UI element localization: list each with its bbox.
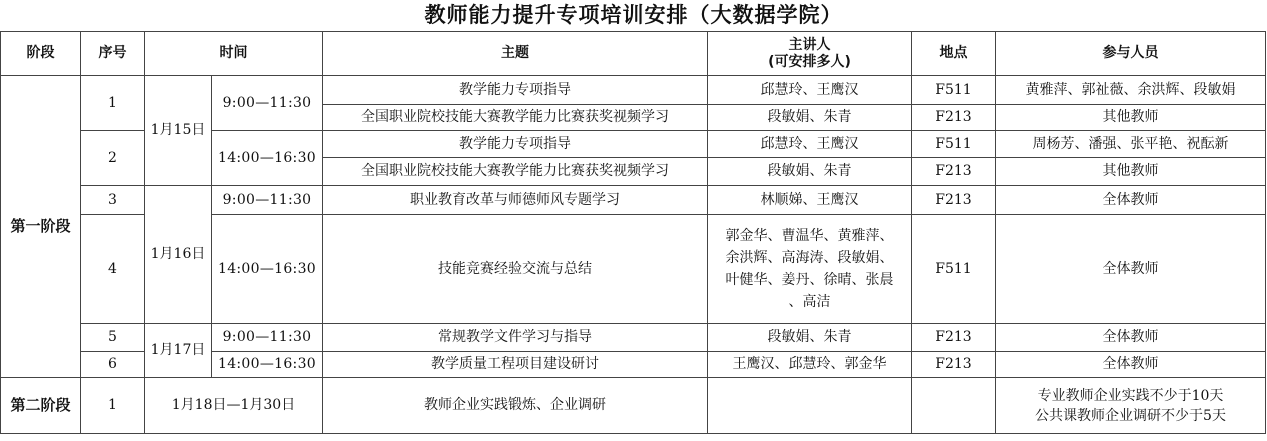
time-cell: 14:00—16:30 (212, 131, 323, 186)
header-place: 地点 (912, 32, 996, 76)
topic-cell: 技能竞赛经验交流与总结 (323, 215, 708, 324)
topic-cell: 教学能力专项指导 (323, 76, 708, 105)
place-cell: F511 (912, 76, 996, 105)
header-time: 时间 (145, 32, 323, 76)
seq-cell: 4 (81, 215, 145, 324)
time-cell: 14:00—16:30 (212, 215, 323, 324)
time-cell: 9:00—11:30 (212, 76, 323, 131)
speaker-cell (708, 378, 912, 434)
header-row (1, 32, 1266, 76)
topic-cell: 常规教学文件学习与指导 (323, 324, 708, 352)
speaker-cell: 郭金华、曹温华、黄雅萍、 余洪辉、高海涛、段敏娟、 叶健华、姜丹、徐晴、张晨 、高洁 (708, 215, 912, 324)
stage-cell: 第一阶段 (1, 76, 81, 378)
speaker-cell: 林顺娣、王鹰汉 (708, 186, 912, 215)
speaker-cell: 段敏娟、朱青 (708, 158, 912, 186)
stage-cell: 第二阶段 (1, 378, 81, 434)
topic-cell: 教学能力专项指导 (323, 131, 708, 158)
header-topic: 主题 (323, 32, 708, 76)
header-stage: 阶段 (1, 32, 81, 76)
schedule-table (0, 31, 1266, 434)
speaker-cell: 王鹰汉、邱慧玲、郭金华 (708, 352, 912, 378)
date-cell: 1月16日 (145, 186, 212, 324)
header-speaker: 主讲人 (可安排多人) (708, 32, 912, 76)
topic-cell: 教师企业实践锻炼、企业调研 (323, 378, 708, 434)
time-cell: 14:00—16:30 (212, 352, 323, 378)
participants-cell: 其他教师 (996, 105, 1266, 131)
header-participants: 参与人员 (996, 32, 1266, 76)
place-cell: F511 (912, 215, 996, 324)
place-cell: F213 (912, 105, 996, 131)
participants-cell: 周杨芳、潘强、张平艳、祝酝新 (996, 131, 1266, 158)
table-row (1, 378, 1266, 434)
topic-cell: 全国职业院校技能大赛教学能力比赛获奖视频学习 (323, 105, 708, 131)
table-row (1, 186, 1266, 215)
page-title: 教师能力提升专项培训安排（大数据学院） (424, 3, 843, 27)
topic-cell: 全国职业院校技能大赛教学能力比赛获奖视频学习 (323, 158, 708, 186)
place-cell: F213 (912, 186, 996, 215)
participants-cell: 专业教师企业实践不少于10天 公共课教师企业调研不少于5天 (996, 378, 1266, 434)
date-range-cell: 1月18日—1月30日 (145, 378, 323, 434)
participants-cell: 其他教师 (996, 158, 1266, 186)
participants-cell: 全体教师 (996, 324, 1266, 352)
seq-cell: 1 (81, 378, 145, 434)
seq-cell: 5 (81, 324, 145, 352)
table-row (1, 324, 1266, 352)
participants-cell: 黄雅萍、郭祉薇、余洪辉、段敏娟 (996, 76, 1266, 105)
place-cell: F213 (912, 352, 996, 378)
time-cell: 9:00—11:30 (212, 324, 323, 352)
place-cell: F213 (912, 324, 996, 352)
place-cell: F213 (912, 158, 996, 186)
speaker-cell: 段敏娟、朱青 (708, 324, 912, 352)
topic-cell: 职业教育改革与师德师风专题学习 (323, 186, 708, 215)
speaker-cell: 邱慧玲、王鹰汉 (708, 131, 912, 158)
topic-cell: 教学质量工程项目建设研讨 (323, 352, 708, 378)
date-cell: 1月15日 (145, 76, 212, 186)
participants-cell: 全体教师 (996, 186, 1266, 215)
date-cell: 1月17日 (145, 324, 212, 378)
seq-cell: 3 (81, 186, 145, 215)
participants-cell: 全体教师 (996, 215, 1266, 324)
speaker-cell: 邱慧玲、王鹰汉 (708, 76, 912, 105)
header-seq: 序号 (81, 32, 145, 76)
time-cell: 9:00—11:30 (212, 186, 323, 215)
seq-cell: 6 (81, 352, 145, 378)
place-cell (912, 378, 996, 434)
speaker-cell: 段敏娟、朱青 (708, 105, 912, 131)
seq-cell: 1 (81, 76, 145, 131)
table-row (1, 76, 1266, 105)
participants-cell: 全体教师 (996, 352, 1266, 378)
seq-cell: 2 (81, 131, 145, 186)
place-cell: F511 (912, 131, 996, 158)
